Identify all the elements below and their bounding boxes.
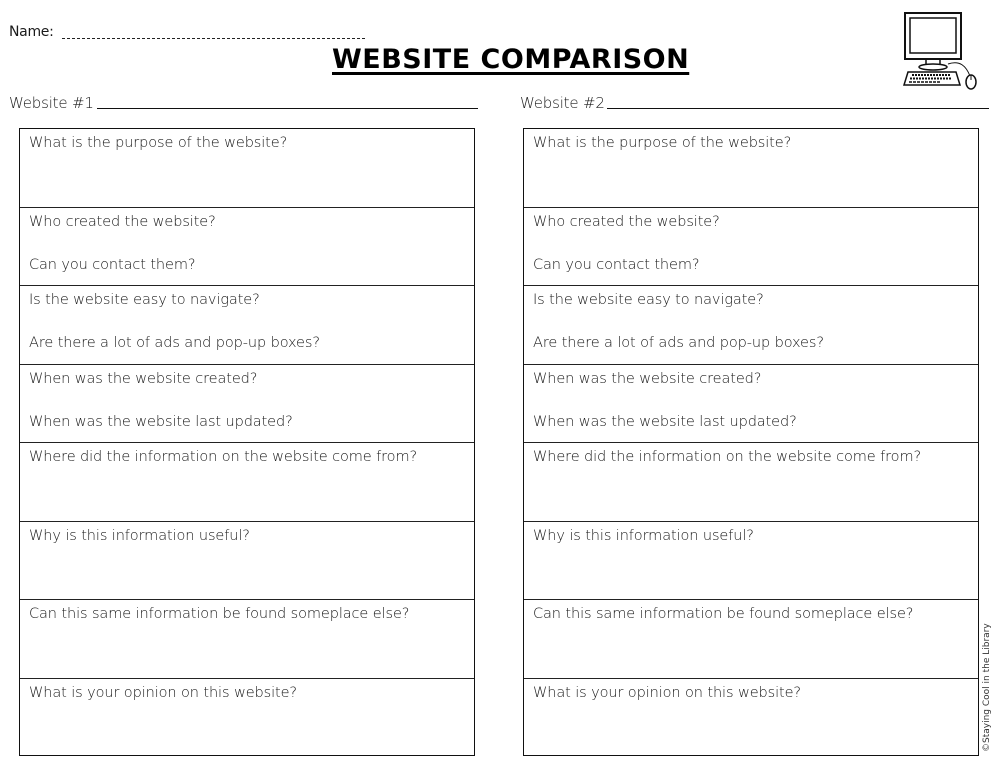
website-2-table bbox=[523, 128, 979, 756]
question-text: When was the website last updated? bbox=[29, 413, 293, 430]
question-text: Is the website easy to navigate? bbox=[29, 292, 260, 308]
question-box[interactable] bbox=[524, 600, 978, 679]
question-text: Where did the information on the website come from? bbox=[533, 449, 922, 465]
question-text: Why is this information useful? bbox=[533, 527, 754, 544]
question-box[interactable] bbox=[20, 208, 474, 287]
question-box[interactable] bbox=[20, 286, 474, 365]
question-box[interactable] bbox=[524, 443, 978, 522]
question-text: When was the website created? bbox=[29, 370, 258, 387]
website-1-table bbox=[19, 128, 475, 756]
question-text: What is the purpose of the website? bbox=[29, 135, 288, 151]
question-box[interactable] bbox=[20, 600, 474, 679]
website-2-field-line[interactable] bbox=[607, 108, 989, 109]
website-2-label: Website #2 bbox=[520, 94, 605, 112]
question-box[interactable] bbox=[524, 208, 978, 287]
computer-icon bbox=[900, 10, 982, 92]
question-text: What is the purpose of the website? bbox=[533, 135, 792, 151]
question-box[interactable] bbox=[20, 522, 474, 601]
question-text: Who created the website? bbox=[533, 213, 720, 230]
question-box[interactable] bbox=[20, 129, 474, 208]
question-text: Can this same information be found someplace else? bbox=[533, 606, 914, 622]
question-text: Are there a lot of ads and pop-up boxes? bbox=[533, 335, 824, 351]
question-text: Can this same information be found someplace else? bbox=[29, 606, 410, 622]
question-box[interactable] bbox=[20, 365, 474, 444]
question-box[interactable] bbox=[20, 679, 474, 758]
page-title: WEBSITE COMPARISON bbox=[332, 44, 690, 75]
question-box[interactable] bbox=[524, 365, 978, 444]
question-text: Is the website easy to navigate? bbox=[533, 292, 764, 308]
question-box[interactable] bbox=[524, 286, 978, 365]
question-box[interactable] bbox=[20, 443, 474, 522]
question-text: Can you contact them? bbox=[29, 256, 196, 273]
name-field-line[interactable] bbox=[62, 38, 365, 39]
copyright-credit: ©Staying Cool in the Library bbox=[982, 623, 992, 752]
question-text: When was the website last updated? bbox=[533, 413, 797, 430]
website-1-field-line[interactable] bbox=[97, 108, 478, 109]
question-box[interactable] bbox=[524, 129, 978, 208]
website-1-label: Website #1 bbox=[9, 94, 94, 112]
question-text: When was the website created? bbox=[533, 370, 762, 387]
name-label: Name: bbox=[9, 24, 54, 40]
question-text: What is your opinion on this website? bbox=[29, 684, 298, 701]
question-box[interactable] bbox=[524, 522, 978, 601]
question-text: Where did the information on the website come from? bbox=[29, 449, 418, 465]
question-box[interactable] bbox=[524, 679, 978, 758]
question-text: Who created the website? bbox=[29, 213, 216, 230]
question-text: Why is this information useful? bbox=[29, 527, 250, 544]
question-text: Can you contact them? bbox=[533, 256, 700, 273]
question-text: What is your opinion on this website? bbox=[533, 684, 802, 701]
question-text: Are there a lot of ads and pop-up boxes? bbox=[29, 335, 320, 351]
